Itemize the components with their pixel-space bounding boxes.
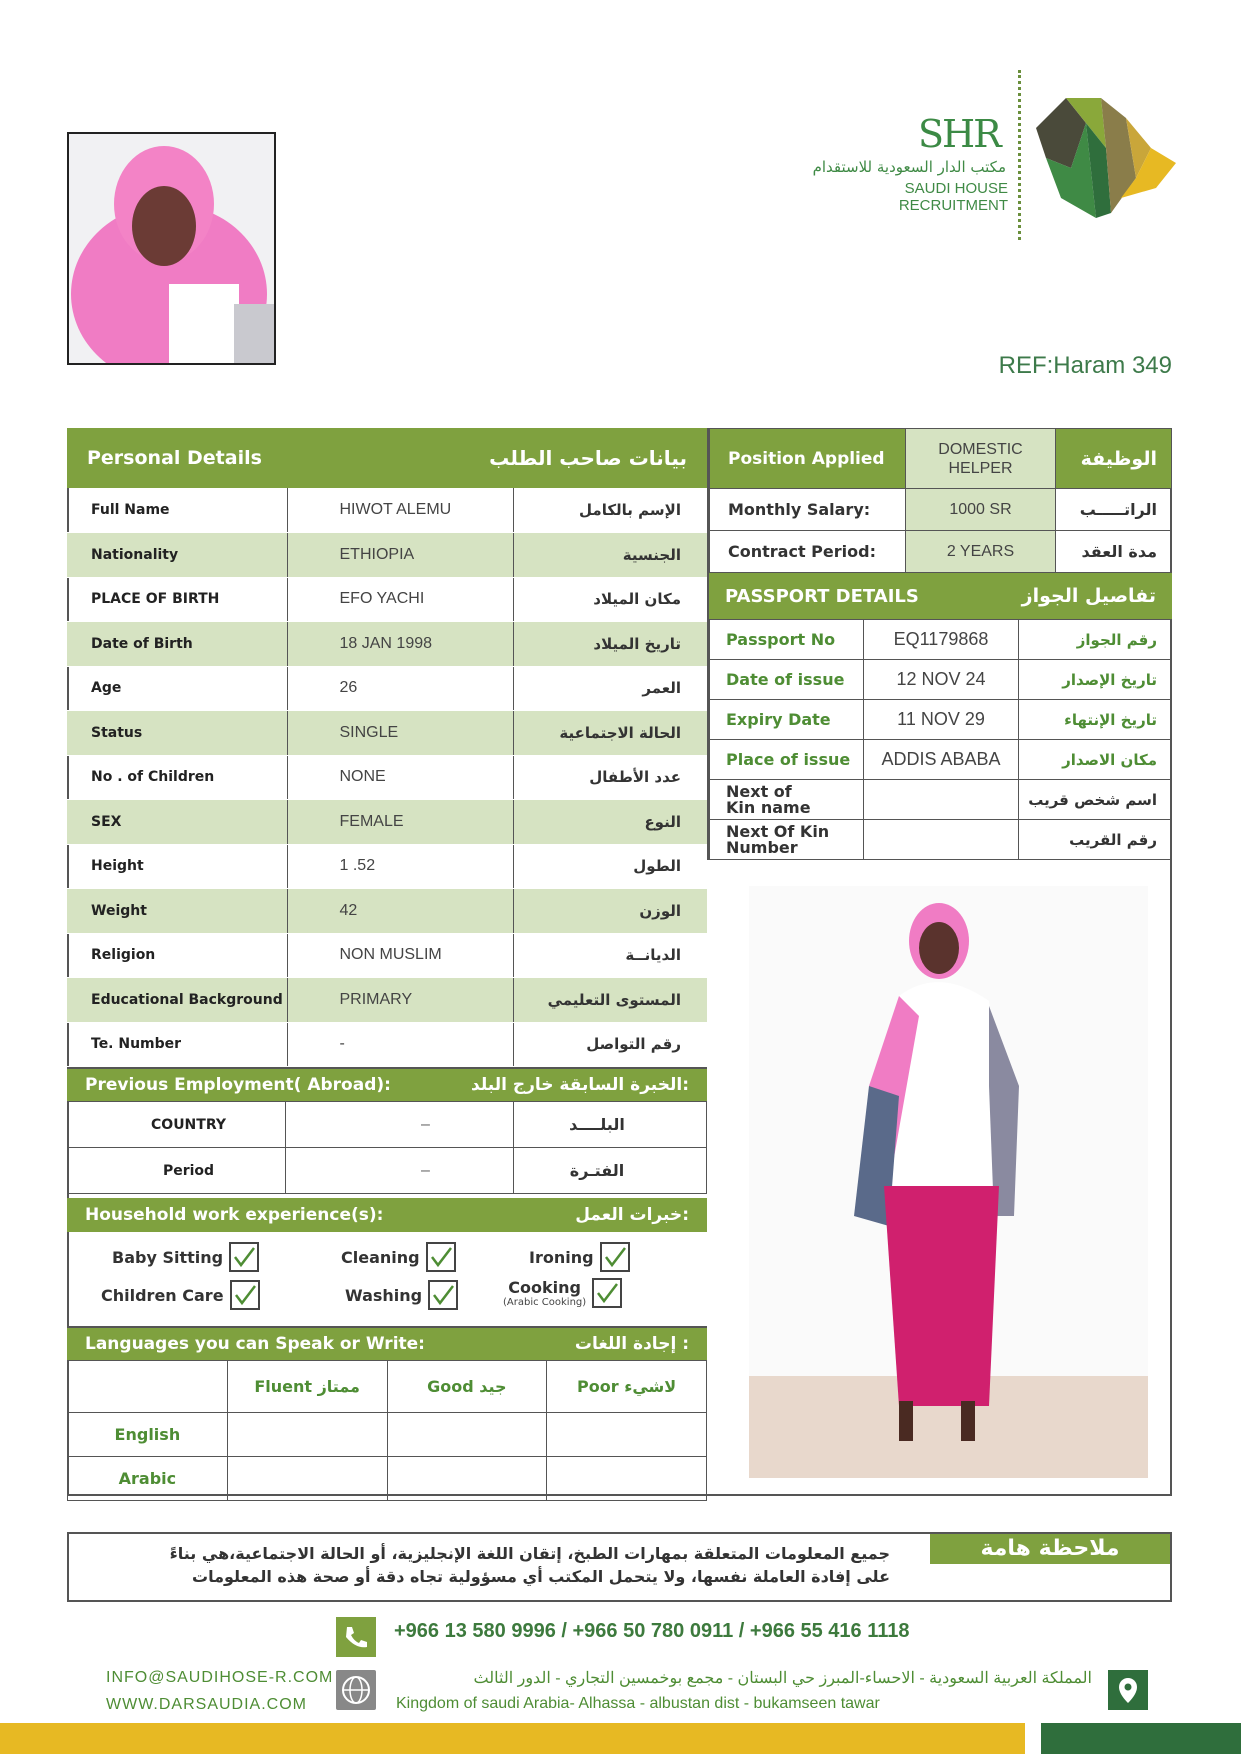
table-row bbox=[68, 1457, 707, 1501]
skill-baby-sitting bbox=[112, 1242, 259, 1272]
cell bbox=[227, 1457, 387, 1501]
table-row bbox=[67, 844, 707, 889]
phone-icon bbox=[336, 1617, 376, 1657]
row-value: - bbox=[287, 1022, 513, 1067]
row-value: 18 JAN 1998 bbox=[287, 622, 513, 667]
important-note-title: ملاحظة هامة bbox=[930, 1534, 1170, 1564]
contract-label-ar: مدة العقد bbox=[1056, 531, 1172, 573]
row-value: EFO YACHI bbox=[287, 577, 513, 622]
row-label-ar: اسم شخص قريب bbox=[1019, 780, 1172, 820]
cooking-note: (Arabic Cooking) bbox=[503, 1297, 587, 1308]
languages-title-en: Languages you can Speak or Write: bbox=[85, 1334, 425, 1354]
cell bbox=[227, 1413, 387, 1457]
logo-name-arabic: مكتب الدار السعودية للاستقدام bbox=[812, 158, 1006, 176]
footer-bar-yellow bbox=[0, 1723, 1025, 1754]
checkbox-checked-icon[interactable] bbox=[428, 1280, 458, 1310]
row-label: Expiry Date bbox=[710, 700, 864, 740]
checkbox-checked-icon[interactable] bbox=[230, 1280, 260, 1310]
table-row bbox=[710, 531, 1172, 573]
row-label: Place of issue bbox=[710, 740, 864, 780]
previous-employment-header bbox=[67, 1067, 707, 1101]
row-label-ar: الجنسية bbox=[513, 533, 707, 578]
table-row bbox=[68, 1361, 707, 1413]
note-line-1: جميع المعلومات المتعلقة بمهارات الطبخ، إتقان اللغة الإنجليزية، أو الحالة الاجتماعية،هي بناءً bbox=[169, 1544, 890, 1563]
row-label: Te. Number bbox=[67, 1022, 287, 1067]
row-value: FEMALE bbox=[287, 800, 513, 845]
skill-washing bbox=[345, 1280, 458, 1310]
skill-ironing bbox=[529, 1242, 630, 1272]
row-value: – bbox=[286, 1148, 514, 1194]
contract-label: Contract Period: bbox=[710, 531, 906, 573]
table-row bbox=[710, 780, 1172, 820]
logo-divider bbox=[1018, 70, 1021, 240]
candidate-portrait-photo bbox=[67, 132, 276, 365]
row-label: PLACE OF BIRTH bbox=[67, 577, 287, 622]
row-label-ar: رقم القريب bbox=[1019, 820, 1172, 860]
personal-details-section bbox=[67, 428, 707, 1232]
row-arabic: Arabic bbox=[68, 1457, 228, 1501]
table-row bbox=[710, 700, 1172, 740]
important-note-text bbox=[90, 1542, 890, 1588]
row-label-ar: الديانــة bbox=[513, 933, 707, 978]
table-row bbox=[710, 820, 1172, 860]
row-value: 12 NOV 24 bbox=[864, 660, 1019, 700]
cell bbox=[547, 1457, 707, 1501]
row-label-ar: تاريخ الإصدار bbox=[1019, 660, 1172, 700]
row-value bbox=[864, 780, 1019, 820]
previous-employment-title-ar: الخبرة السابقة خارج البلد: bbox=[471, 1075, 689, 1095]
table-row bbox=[68, 1413, 707, 1457]
row-label: Religion bbox=[67, 933, 287, 978]
row-value: ADDIS ABABA bbox=[864, 740, 1019, 780]
row-label: Full Name bbox=[67, 488, 287, 533]
table-row bbox=[710, 660, 1172, 700]
row-label-ar: رقم الجواز bbox=[1019, 620, 1172, 660]
table-row bbox=[67, 666, 707, 711]
checkbox-checked-icon[interactable] bbox=[600, 1242, 630, 1272]
checkbox-checked-icon[interactable] bbox=[229, 1242, 259, 1272]
row-label-ar: العمر bbox=[513, 666, 707, 711]
logo-name-english: SAUDI HOUSE RECRUITMENT bbox=[898, 180, 1008, 214]
phone-numbers: +966 13 580 9996 / +966 50 780 0911 / +966 55 416 1118 bbox=[394, 1620, 910, 1642]
checkbox-checked-icon[interactable] bbox=[592, 1278, 622, 1308]
languages-table bbox=[67, 1360, 707, 1501]
saudi-map-logo-icon bbox=[1026, 88, 1178, 232]
table-row bbox=[67, 933, 707, 978]
position-label-ar: الوظيفة bbox=[1056, 429, 1172, 489]
passport-header bbox=[709, 573, 1172, 619]
table-row bbox=[67, 622, 707, 667]
row-label: Date of issue bbox=[710, 660, 864, 700]
personal-details-title-ar: بيانات صاحب الطلب bbox=[489, 446, 687, 470]
skill-label: Cooking bbox=[508, 1278, 581, 1297]
contract-value: 2 YEARS bbox=[906, 531, 1056, 573]
row-label-ar: النوع bbox=[513, 800, 707, 845]
cell bbox=[547, 1413, 707, 1457]
row-label-ar: الإسم بالكامل bbox=[513, 488, 707, 533]
row-value bbox=[864, 820, 1019, 860]
row-label-ar: الفتـرة bbox=[514, 1148, 707, 1194]
table-row bbox=[710, 620, 1172, 660]
table-row bbox=[67, 711, 707, 756]
row-label: Status bbox=[67, 711, 287, 756]
skill-label-group bbox=[503, 1278, 586, 1308]
col-fluent: Fluent ممتاز bbox=[227, 1361, 387, 1413]
position-label: Position Applied bbox=[710, 429, 906, 489]
row-label: Date of Birth bbox=[67, 622, 287, 667]
row-value: ETHIOPIA bbox=[287, 533, 513, 578]
note-line-2: على إفادة العاملة نفسها، ولا يتحمل المكتب أي مسؤولية تجاه دقة أو صحة هذه المعلومات bbox=[192, 1567, 890, 1586]
row-label-ar: رقم التواصل bbox=[513, 1022, 707, 1067]
row-label: Height bbox=[67, 844, 287, 889]
row-value: NON MUSLIM bbox=[287, 933, 513, 978]
row-label: SEX bbox=[67, 800, 287, 845]
previous-employment-table bbox=[67, 1101, 707, 1194]
row-value: 1 .52 bbox=[287, 844, 513, 889]
row-label: Nationality bbox=[67, 533, 287, 578]
row-value: NONE bbox=[287, 755, 513, 800]
skill-cooking bbox=[503, 1278, 622, 1308]
skill-label: Children Care bbox=[101, 1285, 224, 1305]
salary-label: Monthly Salary: bbox=[710, 489, 906, 531]
table-row bbox=[67, 488, 707, 533]
skill-cleaning bbox=[341, 1242, 456, 1272]
skill-label: Washing bbox=[345, 1285, 423, 1305]
skill-children-care bbox=[101, 1280, 260, 1310]
row-label-ar: الطول bbox=[513, 844, 707, 889]
table-row bbox=[710, 489, 1172, 531]
logo-monogram: SHR bbox=[918, 112, 1000, 156]
footer-bar-green bbox=[1041, 1723, 1241, 1754]
row-label: Age bbox=[67, 666, 287, 711]
row-value: – bbox=[286, 1102, 514, 1148]
previous-employment-title-en: Previous Employment( Abroad): bbox=[85, 1075, 391, 1095]
row-value: PRIMARY bbox=[287, 978, 513, 1023]
row-value: SINGLE bbox=[287, 711, 513, 756]
email-link[interactable]: INFO@SAUDIHOSE-R.COM bbox=[106, 1669, 334, 1686]
row-english: English bbox=[68, 1413, 228, 1457]
address-arabic: المملكة العربية السعودية - الاحساء-المبرز حي البستان - مجمع بوخمسين التجاري - الدور الثالث bbox=[473, 1670, 1092, 1687]
row-value: 26 bbox=[287, 666, 513, 711]
salary-label-ar: الراتـــــب bbox=[1056, 489, 1172, 531]
globe-icon bbox=[336, 1670, 376, 1710]
row-value: 11 NOV 29 bbox=[864, 700, 1019, 740]
row-label-ar: الوزن bbox=[513, 889, 707, 934]
row-value: HIWOT ALEMU bbox=[287, 488, 513, 533]
row-label-ar: تاريخ الإنتهاء bbox=[1019, 700, 1172, 740]
checkbox-checked-icon[interactable] bbox=[426, 1242, 456, 1272]
languages-title-ar: إجادة اللغات : bbox=[574, 1334, 689, 1354]
passport-title-en: PASSPORT DETAILS bbox=[725, 585, 919, 607]
table-row bbox=[67, 1022, 707, 1067]
row-label: COUNTRY bbox=[68, 1102, 286, 1148]
row-label-ar: البلــــد bbox=[514, 1102, 707, 1148]
row-label: Next of Kin name bbox=[710, 780, 864, 820]
personal-details-table bbox=[67, 488, 707, 1067]
table-row bbox=[710, 429, 1172, 489]
skill-label: Cleaning bbox=[341, 1247, 420, 1267]
table-row bbox=[67, 533, 707, 578]
household-header bbox=[67, 1198, 707, 1232]
position-passport-section bbox=[707, 428, 1172, 860]
row-value: 42 bbox=[287, 889, 513, 934]
table-row bbox=[67, 577, 707, 622]
personal-details-title-en: Personal Details bbox=[87, 447, 262, 469]
location-pin-icon bbox=[1108, 1670, 1148, 1710]
row-label: Passport No bbox=[710, 620, 864, 660]
row-label-ar: عدد الأطفال bbox=[513, 755, 707, 800]
col-good: Good جيد bbox=[387, 1361, 547, 1413]
row-label-ar: الحالة الاجتماعية bbox=[513, 711, 707, 756]
empty-cell bbox=[68, 1361, 228, 1413]
cell bbox=[387, 1413, 547, 1457]
household-skills bbox=[67, 1228, 707, 1326]
reference-number: REF:Haram 349 bbox=[998, 352, 1172, 379]
row-value: EQ1179868 bbox=[864, 620, 1019, 660]
row-label-ar: مكان الميلاد bbox=[513, 577, 707, 622]
row-label-ar: مكان الاصدار bbox=[1019, 740, 1172, 780]
position-table bbox=[709, 428, 1172, 573]
languages-section bbox=[67, 1326, 707, 1501]
table-row bbox=[67, 978, 707, 1023]
passport-table bbox=[709, 619, 1172, 860]
table-row bbox=[67, 800, 707, 845]
table-row bbox=[68, 1148, 707, 1194]
row-label: No . of Children bbox=[67, 755, 287, 800]
table-row bbox=[710, 740, 1172, 780]
household-title-en: Household work experience(s): bbox=[85, 1205, 384, 1225]
row-label-ar: تاريخ الميلاد bbox=[513, 622, 707, 667]
candidate-full-body-photo bbox=[749, 886, 1148, 1478]
position-value: DOMESTIC HELPER bbox=[906, 429, 1056, 489]
col-poor: Poor لاشيء bbox=[547, 1361, 707, 1413]
salary-value: 1000 SR bbox=[906, 489, 1056, 531]
personal-details-header bbox=[67, 428, 707, 488]
languages-header bbox=[67, 1326, 707, 1360]
table-row bbox=[68, 1102, 707, 1148]
address-english: Kingdom of saudi Arabia- Alhassa - albustan dist - bukamseen tawar bbox=[396, 1695, 880, 1712]
row-label: Weight bbox=[67, 889, 287, 934]
cell bbox=[387, 1457, 547, 1501]
row-label: Period bbox=[68, 1148, 286, 1194]
row-label: Educational Background bbox=[67, 978, 287, 1023]
row-label: Next Of Kin Number bbox=[710, 820, 864, 860]
household-title-ar: خبرات العمل: bbox=[575, 1205, 689, 1225]
row-label-ar: المستوى التعليمي bbox=[513, 978, 707, 1023]
table-row bbox=[67, 889, 707, 934]
skill-label: Ironing bbox=[529, 1247, 594, 1267]
website-link[interactable]: WWW.DARSAUDIA.COM bbox=[106, 1696, 307, 1713]
skill-label: Baby Sitting bbox=[112, 1247, 224, 1267]
table-row bbox=[67, 755, 707, 800]
passport-title-ar: تفاصيل الجواز bbox=[1021, 585, 1156, 607]
